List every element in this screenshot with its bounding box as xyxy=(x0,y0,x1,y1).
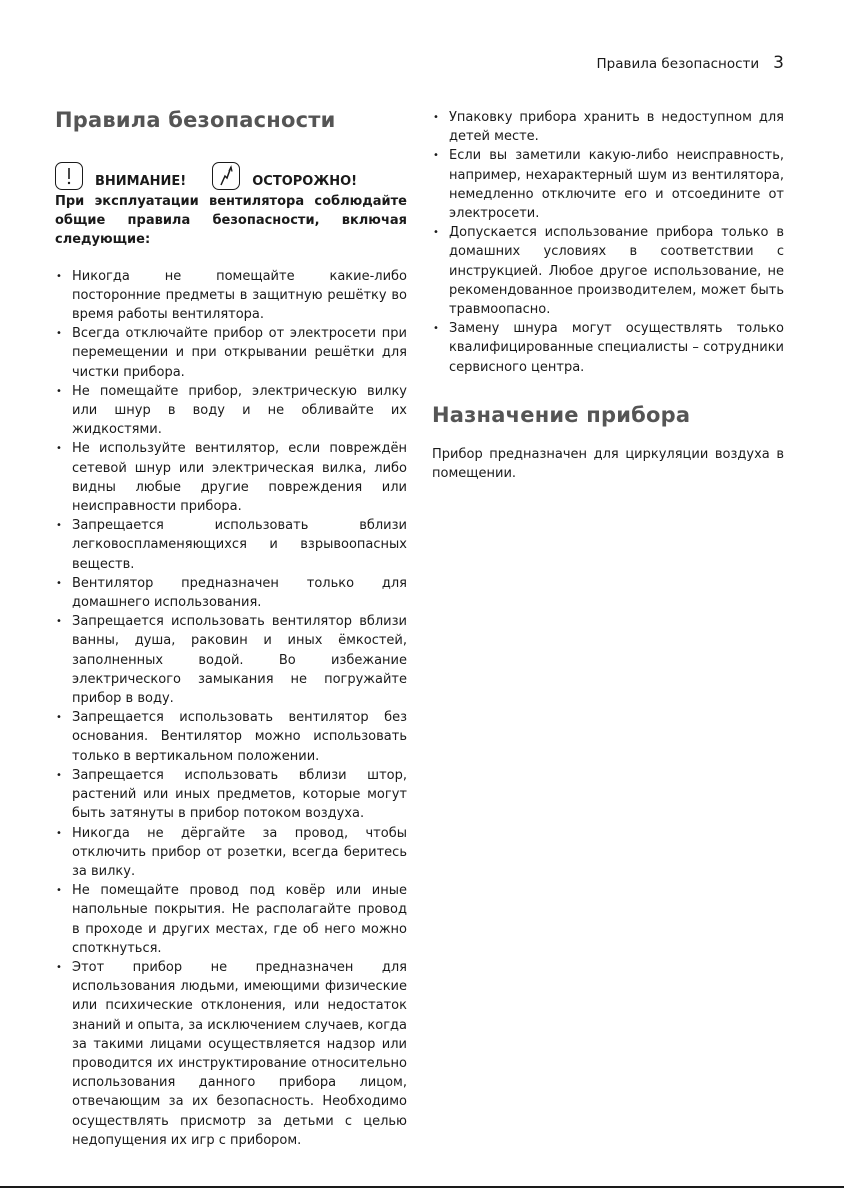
list-item: • Никогда не дёргайте за провод, чтобы отключить прибор от розетки, всегда беритесь за вилку. xyxy=(55,824,407,882)
list-item: • Если вы заметили какую-либо неисправность, например, нехарактерный шум из вентилятора, немедленно отключите его и отсоедините от электросети. xyxy=(432,146,784,223)
page-number: 3 xyxy=(773,53,784,73)
page-header xyxy=(597,53,784,73)
list-item: • Запрещается использовать вблизи штор, растений или иных предметов, которые могут быть затянуты в прибор потоком воздуха. xyxy=(55,766,407,824)
list-item: • Не используйте вентилятор, если повреждён сетевой шнур или электрическая вилка, либо видны любые другие повреждения или неисправности прибора. xyxy=(55,439,407,516)
exclamation-icon xyxy=(55,162,83,190)
running-header-title: Правила безопасности xyxy=(596,56,760,72)
list-item: • Упаковку прибора хранить в недоступном для детей месте. xyxy=(432,108,784,146)
list-item: • Не помещайте провод под ковёр или иные напольные покрытия. Не располагайте провод в проходе и других местах, где об него можно споткнуться. xyxy=(55,881,407,958)
safety-rules-list xyxy=(55,267,407,1150)
caution-label: ОСТОРОЖНО! xyxy=(252,174,358,189)
list-item: • Запрещается использовать вблизи легковоспламеняющихся и взрывоопасных веществ. xyxy=(55,516,407,574)
section-title-safety: Правила безопасности xyxy=(55,108,336,132)
list-item: • Никогда не помещайте какие-либо посторонние предметы в защитную решётку во время работы вентилятора. xyxy=(55,267,407,325)
bottom-divider xyxy=(0,1186,844,1188)
safety-intro: При эксплуатации вентилятора соблюдайте общие правила безопасности, включая следующие: xyxy=(55,194,407,248)
list-item: • Всегда отключайте прибор от электросети при перемещении и при открывании решётки для чистки прибора. xyxy=(55,324,407,382)
left-column xyxy=(55,108,407,1150)
list-item: • Запрещается использовать вентилятор вблизи ванны, душа, раковин и иных ёмкостей, заполненных водой. Во избежание электрического замыкания не погружайте прибор в воду. xyxy=(55,612,407,708)
list-item: • Замену шнура могут осуществлять только квалифицированные специалисты – сотрудники сервисного центра. xyxy=(432,319,784,377)
list-item: • Вентилятор предназначен только для домашнего использования. xyxy=(55,574,407,612)
list-item: • Допускается использование прибора только в домашних условиях в соответствии с инструкцией. Любое другое использование, не рекомендованное производителем, может быть травмоопасно. xyxy=(432,223,784,319)
purpose-text: Прибор предназначен для циркуляции воздуха в помещении. xyxy=(432,446,784,482)
section-title-purpose: Назначение прибора xyxy=(432,402,691,427)
right-column xyxy=(432,108,784,483)
safety-rules-list-continued xyxy=(432,108,784,377)
warning-row xyxy=(55,156,407,190)
list-item: • Не помещайте прибор, электрическую вилку или шнур в воду и не обливайте их жидкостями. xyxy=(55,382,407,440)
list-item: • Запрещается использовать вентилятор без основания. Вентилятор можно использовать только в вертикальном положении. xyxy=(55,708,407,766)
warning-label: ВНИМАНИЕ! xyxy=(95,174,187,189)
lightning-icon xyxy=(212,162,240,190)
list-item: • Этот прибор не предназначен для использования людьми, имеющими физические или психические отклонения, или недостаток знаний и опыта, за исключением случаев, когда за такими лицами осуществляется надзор или проводится их инструктирование относительно использования данного прибора лицом, отвечающим за их безопасность. Необходимо осуществлять присмотр за детьми с целью недопущения их игр с прибором. xyxy=(55,958,407,1150)
